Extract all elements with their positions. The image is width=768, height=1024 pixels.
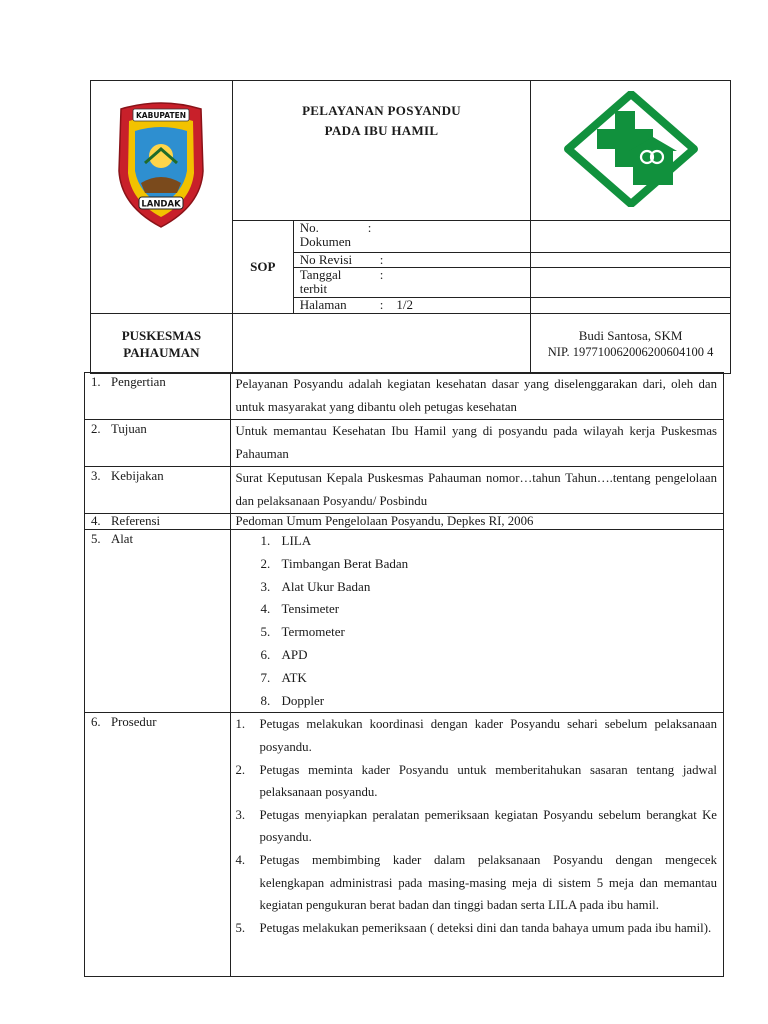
row-kebijakan — [85, 467, 724, 514]
alat-item — [261, 667, 723, 690]
meta-no-dokumen-value: : — [367, 220, 372, 235]
alat-list — [231, 530, 723, 712]
tujuan-label: Tujuan — [111, 422, 147, 436]
prosedur-step — [236, 849, 717, 917]
prosedur-step-text: Petugas melakukan koordinasi dengan kader Posyandu sehari sebelum pelaksanaan posyandu. — [259, 717, 717, 754]
document-title-cell — [232, 81, 530, 221]
alat-list-cell — [230, 530, 723, 713]
meta-halaman-label: Halaman — [299, 297, 347, 312]
prosedur-step-num: 2. — [235, 762, 246, 777]
row-referensi — [85, 514, 724, 530]
referensi-num: 4. — [91, 514, 101, 528]
signer-cell — [531, 314, 731, 374]
meta-tanggal — [293, 268, 530, 298]
kebijakan-num: 3. — [91, 469, 101, 483]
meta-no-revisi-blank — [531, 253, 731, 268]
emblem-name-text: LANDAK — [141, 199, 182, 210]
alat-item — [261, 530, 723, 553]
puskesmas-logo-icon — [563, 91, 699, 207]
pengertian-text: Pelayanan Posyandu adalah kegiatan kesehatan dasar yang diselenggarakan dari, oleh dan untuk masyarakat yang dibantu oleh petugas kesehatan — [230, 373, 723, 420]
meta-no-revisi-label: No Revisi — [299, 252, 353, 267]
alat-item — [261, 553, 723, 576]
pengertian-label: Pengertian — [111, 375, 166, 389]
alat-item-num: 7. — [260, 669, 271, 685]
header-table — [90, 80, 731, 374]
alat-item-num: 5. — [260, 624, 271, 640]
alat-item — [261, 690, 723, 713]
alat-item-num: 6. — [260, 646, 271, 662]
prosedur-step-text: Petugas meminta kader Posyandu untuk memberitahukan sasaran tentang jadwal pelaksanaan posyandu. — [259, 762, 717, 800]
prosedur-step-text: Petugas menyiapkan peralatan pemeriksaan kegiatan Posyandu sebelum berangkat Ke posyandu. — [259, 807, 717, 845]
unit-line1: PUSKESMAS — [121, 327, 202, 343]
sop-label: SOP — [232, 221, 293, 314]
alat-num: 5. — [91, 532, 101, 546]
prosedur-step-text: Petugas melakukan pemeriksaan ( deteksi dini dan tanda bahaya umum pada ibu hamil). — [259, 920, 712, 935]
alat-item-text: Doppler — [281, 692, 325, 708]
referensi-text: Pedoman Umum Pengelolaan Posyandu, Depkes RI, 2006 — [230, 514, 723, 530]
alat-item-num: 4. — [260, 601, 271, 617]
logo-right-cell — [531, 81, 731, 221]
alat-item-text: Termometer — [281, 624, 345, 640]
signer-nip: NIP. 197710062006200604100 4 — [547, 344, 714, 359]
meta-no-revisi-value: : — [379, 252, 384, 267]
tujuan-num: 2. — [91, 422, 101, 436]
meta-no-dokumen — [293, 221, 530, 253]
alat-item-text: Tensimeter — [281, 601, 340, 617]
signer-name: Budi Santosa, SKM — [578, 327, 683, 343]
alat-label: Alat — [111, 532, 134, 546]
prosedur-step — [236, 713, 717, 758]
kabupaten-landak-emblem-icon — [111, 101, 211, 229]
logo-left-cell — [91, 81, 233, 314]
prosedur-step-num: 4. — [235, 852, 246, 867]
sop-content-table — [84, 372, 724, 977]
kebijakan-text: Surat Keputusan Kepala Puskesmas Pahauman nomor…tahun Tahun….tentang pengelolaan dan pelaksanaan Posyandu/ Posbindu — [230, 467, 723, 514]
pengertian-label-cell — [85, 373, 231, 420]
alat-item-text: LILA — [281, 533, 312, 548]
meta-tanggal-value: : — [379, 267, 384, 282]
alat-item-num: 8. — [260, 692, 271, 708]
meta-halaman-blank — [531, 298, 731, 314]
tujuan-label-cell — [85, 420, 231, 467]
emblem-banner-text: KABUPATEN — [136, 111, 187, 120]
meta-no-dokumen-label: No. Dokumen — [299, 220, 351, 249]
kebijakan-label: Kebijakan — [111, 469, 164, 483]
row-prosedur — [85, 713, 724, 977]
prosedur-num: 6. — [91, 715, 101, 730]
meta-halaman-value: : 1/2 — [379, 297, 413, 312]
row-tujuan — [85, 420, 724, 467]
referensi-label: Referensi — [111, 514, 161, 528]
meta-tanggal-label: Tanggal terbit — [299, 267, 342, 296]
kebijakan-label-cell — [85, 467, 231, 514]
prosedur-label-cell — [85, 713, 231, 977]
meta-tanggal-blank — [531, 268, 731, 298]
document-title-line2: PADA IBU HAMIL — [324, 123, 439, 138]
unit-cell — [91, 314, 233, 374]
alat-item-num: 1. — [260, 533, 271, 548]
prosedur-list-cell — [230, 713, 723, 977]
prosedur-step-num: 5. — [235, 920, 246, 935]
unit-blank-cell — [232, 314, 530, 374]
prosedur-step — [236, 759, 717, 804]
pengertian-num: 1. — [91, 375, 101, 389]
prosedur-step — [236, 804, 717, 849]
meta-no-dokumen-blank — [531, 221, 731, 253]
row-pengertian — [85, 373, 724, 420]
document-title-line1: PELAYANAN POSYANDU — [302, 103, 461, 118]
alat-item-num: 2. — [260, 555, 271, 571]
prosedur-step — [236, 917, 717, 940]
prosedur-step-num: 3. — [235, 807, 246, 822]
alat-label-cell — [85, 530, 231, 713]
alat-item — [261, 621, 723, 644]
alat-item-num: 3. — [260, 578, 271, 594]
prosedur-step-text: Petugas membimbing kader dalam pelaksanaan Posyandu dengan mengecek kelengkapan administrasi pada masing-masing meja di sistem 5 meja dan memantau kegiatan pengukuran berat badan dan tinggi badan serta LILA pada ibu hamil. — [259, 852, 717, 913]
alat-item-text: Timbangan Berat Badan — [281, 555, 409, 571]
alat-item-text: APD — [281, 646, 308, 662]
referensi-label-cell — [85, 514, 231, 530]
unit-line2: PAHAUMAN — [123, 344, 200, 360]
alat-item — [261, 644, 723, 667]
alat-item — [261, 598, 723, 621]
tujuan-text: Untuk memantau Kesehatan Ibu Hamil yang di posyandu pada wilayah kerja Puskesmas Pahauman — [230, 420, 723, 467]
alat-item-text: Alat Ukur Badan — [281, 578, 371, 594]
meta-no-revisi — [293, 253, 530, 268]
prosedur-list — [236, 713, 717, 939]
prosedur-label: Prosedur — [111, 715, 157, 730]
meta-halaman — [293, 298, 530, 314]
row-alat — [85, 530, 724, 713]
alat-item-text: ATK — [281, 669, 307, 685]
prosedur-step-num: 1. — [235, 717, 246, 732]
alat-item — [261, 576, 723, 599]
